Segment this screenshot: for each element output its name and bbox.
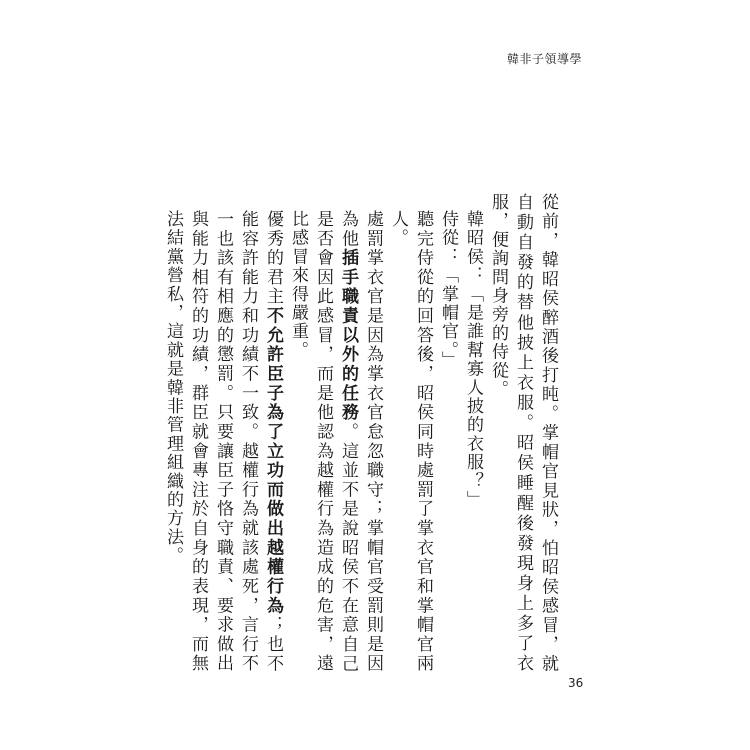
story-dialogue-2 xyxy=(435,210,460,673)
analysis-bold-1: 插手職責以外的任務 xyxy=(338,248,358,423)
story-paragraph-1 xyxy=(485,193,560,673)
story-text-2: 韓昭侯：「是誰幫寡人披的衣服？」 xyxy=(463,210,483,510)
story-paragraph-4 xyxy=(385,210,435,673)
story-text-3: 侍從：「掌帽官。」 xyxy=(438,210,458,370)
story-text-4: 聽完侍從的回答後，昭侯同時處罰了掌衣官和掌帽官兩人。 xyxy=(388,210,433,673)
story-text-1: 從前，韓昭侯醉酒後打盹。掌帽官見狀，怕昭侯感冒，就自動自發的替他披上衣服。昭侯睡醒後發現身上多了衣服，便詢問身旁的侍從。 xyxy=(488,193,558,673)
analysis-text-2b: ；也不能容許能力和功績不一致。越權行為就該處死，言行不一也該有相應的懲罰。只要讓臣子恪守職責、要求做出與能力相符的功績，群臣就會專注於自身的表現，而無法結黨營私，這就是韓非管理組織的方法。 xyxy=(163,210,283,674)
page-number: 36 xyxy=(568,676,584,690)
analysis-paragraph-1 xyxy=(285,210,385,673)
body-text xyxy=(163,193,560,674)
story-dialogue-1 xyxy=(460,210,485,673)
analysis-text-1a: 處罰掌衣官是因為掌衣官怠忽職守；掌帽官受罰則是因為他 xyxy=(338,210,383,673)
analysis-bold-2: 不允許臣子為了立功而做出越權行為 xyxy=(263,306,283,616)
analysis-paragraph-2 xyxy=(160,210,285,673)
running-title: 韓非子領導學 xyxy=(506,52,582,66)
analysis-text-1b: 。這並不是說昭侯不在意自己是否會因此感冒，而是他認為越權行為造成的危害，遠比感冒來得嚴重。 xyxy=(288,210,358,673)
analysis-text-2a: 優秀的君主 xyxy=(263,210,283,307)
